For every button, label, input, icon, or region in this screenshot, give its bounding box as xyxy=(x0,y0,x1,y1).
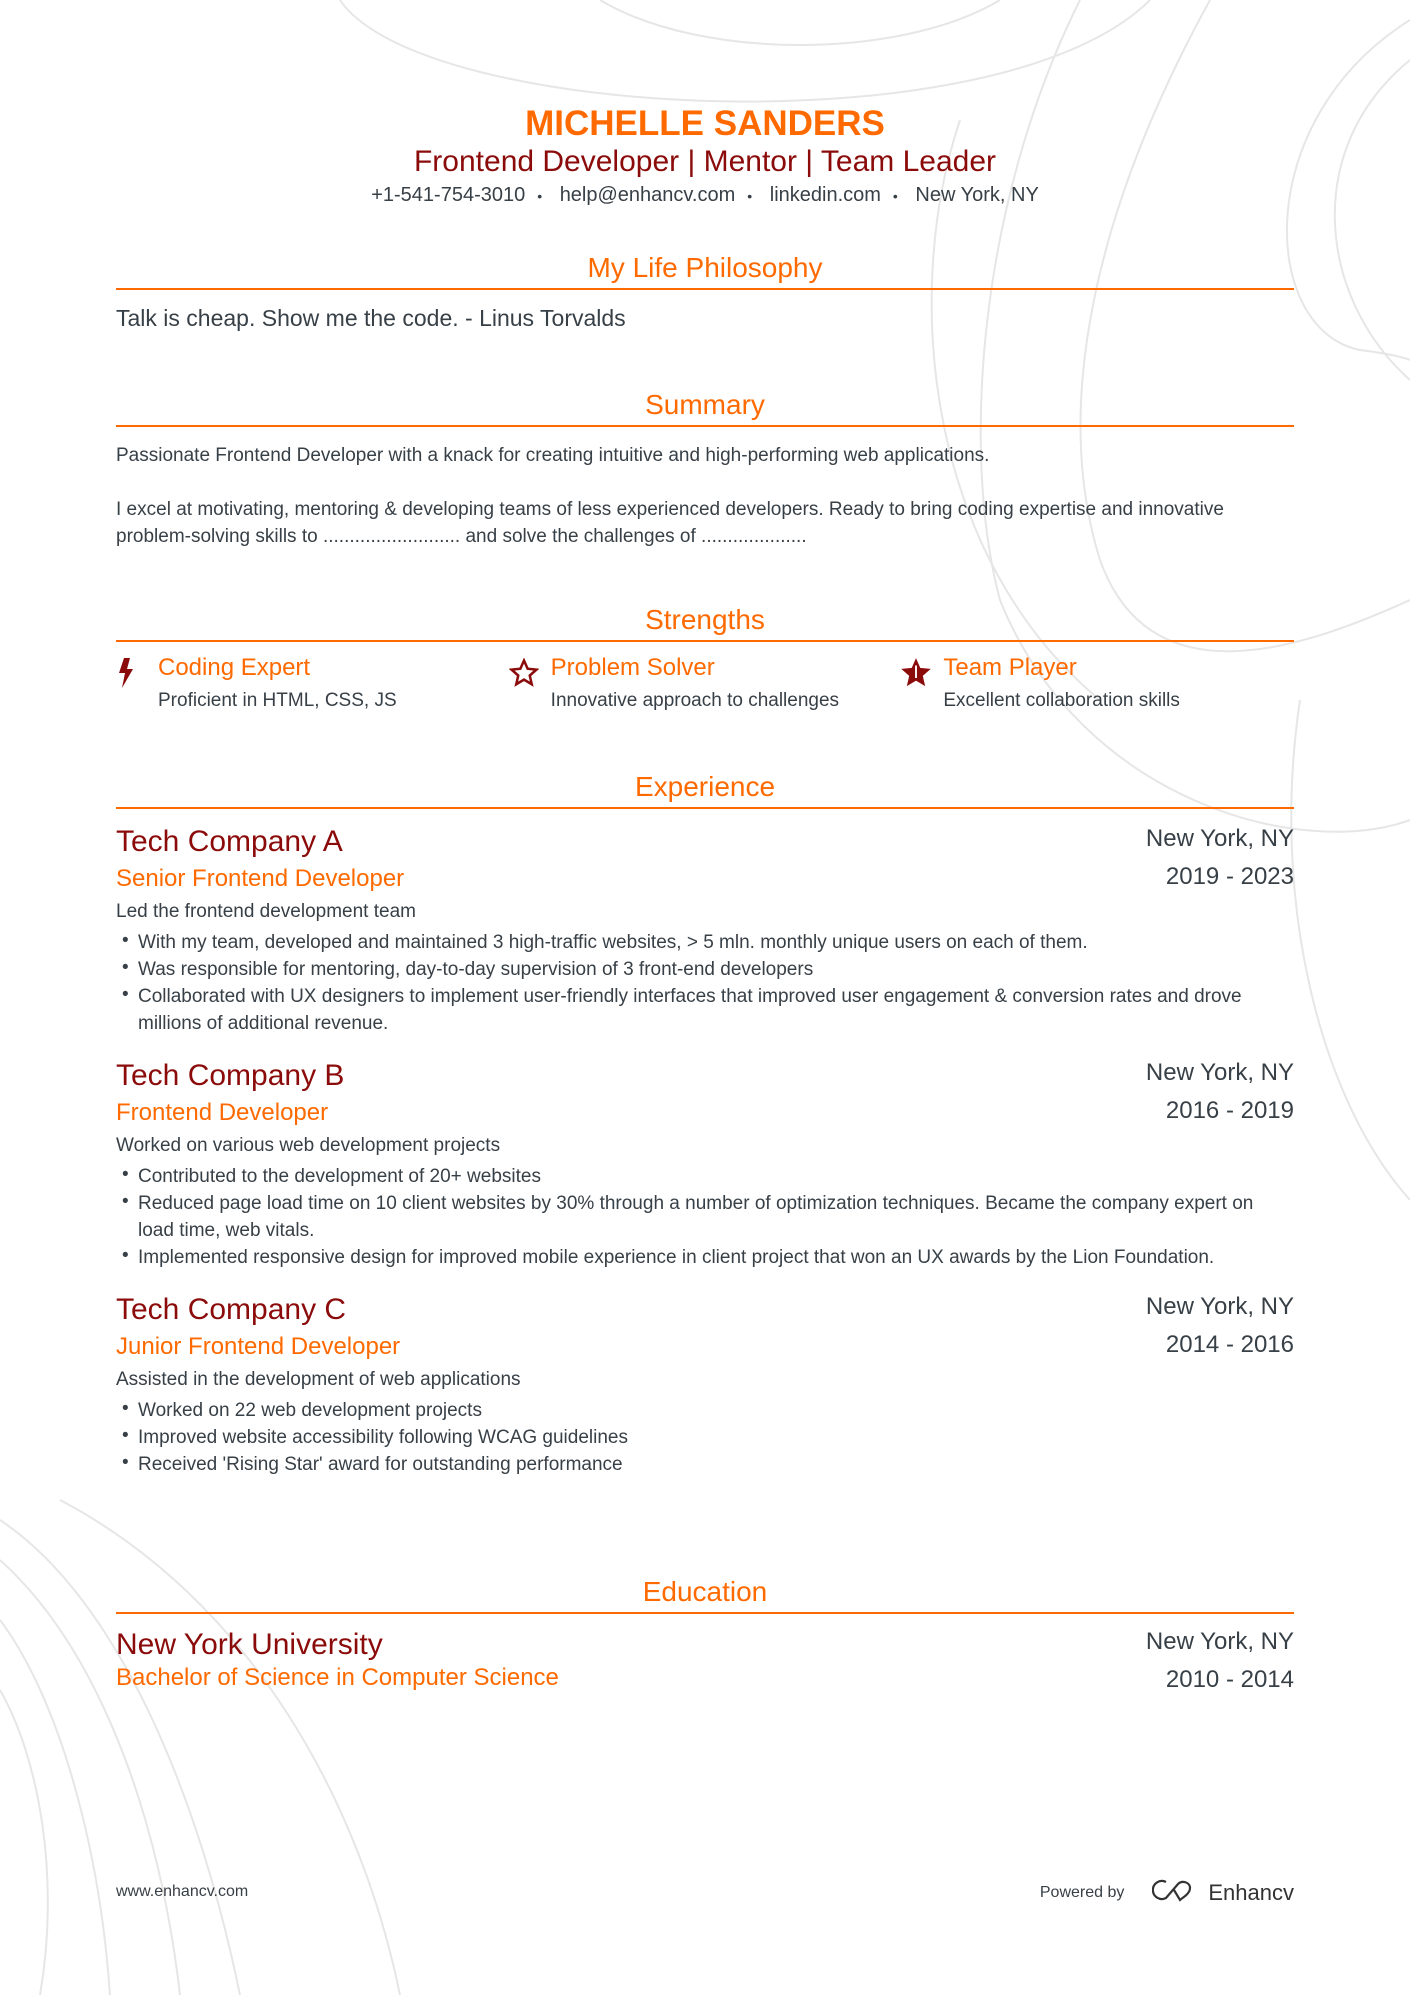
school-name: New York University xyxy=(116,1628,383,1661)
strength-item xyxy=(116,654,509,712)
job-role: Senior Frontend Developer xyxy=(116,865,405,892)
lightning-icon xyxy=(116,654,158,712)
email[interactable]: help@enhancv.com xyxy=(559,184,736,206)
job-entry xyxy=(116,1293,1294,1478)
summary-p2: I excel at motivating, mentoring & developing teams of less experienced developers. Ready to bring coding expertise and innovative problem-solving skills to .......................... and solve the challenges of .................... xyxy=(116,499,1224,547)
job-role: Junior Frontend Developer xyxy=(116,1333,401,1360)
linkedin[interactable]: linkedin.com xyxy=(769,184,881,206)
section-heading: Education xyxy=(116,1576,1294,1614)
enhancv-logo-icon xyxy=(1152,1878,1198,1907)
job-dates: 2016 - 2019 xyxy=(1165,1097,1294,1124)
company-name: Tech Company B xyxy=(116,1059,345,1092)
company-name: Tech Company A xyxy=(116,825,343,858)
footer-site[interactable]: www.enhancv.com xyxy=(116,1883,249,1900)
strength-item xyxy=(901,654,1294,712)
strength-title: Problem Solver xyxy=(550,654,715,681)
strength-desc: Excellent collaboration skills xyxy=(943,690,1180,711)
bullet: • With my team, developed and maintained 3 high-traffic websites, > 5 mln. monthly unique users on each of them. xyxy=(116,929,1294,956)
bullet: • Improved website accessibility following WCAG guidelines xyxy=(116,1424,1294,1451)
phone: +1-541-754-3010 xyxy=(371,184,526,206)
job-dates: 2019 - 2023 xyxy=(1165,863,1294,890)
strength-desc: Proficient in HTML, CSS, JS xyxy=(158,690,397,711)
candidate-name: MICHELLE SANDERS xyxy=(525,104,885,143)
philosophy-section xyxy=(116,252,1294,332)
location: New York, NY xyxy=(915,184,1039,206)
star-half-icon xyxy=(901,654,943,712)
job-role: Frontend Developer xyxy=(116,1099,329,1126)
summary-section xyxy=(116,389,1294,550)
job-entry xyxy=(116,1059,1294,1271)
job-location: New York, NY xyxy=(1145,1059,1294,1086)
section-heading: Strengths xyxy=(116,604,1294,642)
education-entry xyxy=(116,1628,1294,1692)
bullet: • Received 'Rising Star' award for outstanding performance xyxy=(116,1451,1294,1478)
strength-desc: Innovative approach to challenges xyxy=(550,690,840,711)
bullet: • Was responsible for mentoring, day-to-day supervision of 3 front-end developers xyxy=(116,956,1294,983)
bullet: • Collaborated with UX designers to implement user-friendly interfaces that improved user engagement & conversion rates and drove millions of additional revenue. xyxy=(116,983,1294,1037)
job-entry xyxy=(116,825,1294,1037)
bullet: • Implemented responsive design for improved mobile experience in client project that won an UX awards by the Lion Foundation. xyxy=(116,1244,1294,1271)
section-heading: Summary xyxy=(116,389,1294,427)
star-outline-icon xyxy=(509,654,551,712)
section-heading: Experience xyxy=(116,771,1294,809)
job-description: Assisted in the development of web applications xyxy=(116,1369,521,1390)
strength-title: Coding Expert xyxy=(158,654,311,681)
experience-section xyxy=(116,771,1294,1478)
bullet: • Worked on 22 web development projects xyxy=(116,1397,1294,1424)
bullet: • Contributed to the development of 20+ websites xyxy=(116,1163,1294,1190)
job-location: New York, NY xyxy=(1145,825,1294,852)
degree: Bachelor of Science in Computer Science xyxy=(116,1664,559,1691)
education-section xyxy=(116,1576,1294,1692)
section-heading: My Life Philosophy xyxy=(116,252,1294,290)
bullet: • Reduced page load time on 10 client websites by 30% through a number of optimization techniques. Became the company expert on load time, web vitals. xyxy=(116,1190,1294,1244)
candidate-title: Frontend Developer | Mentor | Team Leader xyxy=(413,145,996,178)
strengths-section xyxy=(116,604,1294,712)
philosophy-text: Talk is cheap. Show me the code. - Linus Torvalds xyxy=(116,305,626,331)
job-location: New York, NY xyxy=(1145,1293,1294,1320)
education-location: New York, NY xyxy=(1145,1628,1294,1655)
education-dates: 2010 - 2014 xyxy=(1165,1666,1294,1693)
strength-item xyxy=(509,654,902,712)
job-dates: 2014 - 2016 xyxy=(1165,1331,1294,1358)
job-description: Worked on various web development projects xyxy=(116,1135,501,1156)
brand-name: Enhancv xyxy=(1208,1879,1294,1905)
contact-line: +1-541-754-3010 • help@enhancv.com • linkedin.com • New York, NY xyxy=(371,184,1039,206)
summary-p1: Passionate Frontend Developer with a knack for creating intuitive and high-performing web applications. xyxy=(116,445,990,466)
footer-powered xyxy=(1040,1878,1294,1907)
company-name: Tech Company C xyxy=(116,1293,347,1326)
powered-by-label: Powered by xyxy=(1039,1883,1125,1901)
job-description: Led the frontend development team xyxy=(116,901,416,922)
strength-title: Team Player xyxy=(943,654,1077,681)
